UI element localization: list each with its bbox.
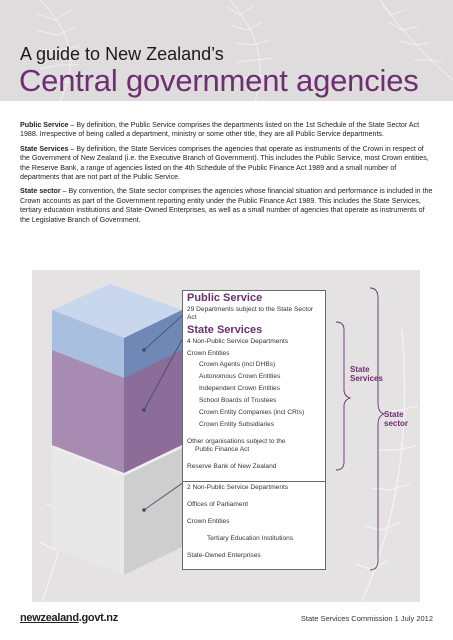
state-sector-bracket-label: [384, 410, 408, 428]
connector-dot: [142, 348, 146, 352]
page-subtitle: A guide to New Zealand’s: [20, 44, 224, 64]
definition-text: – By definition, the State Services comprises the agencies that operate as instruments of the Crown in respect of the Government of New Zealand (i.e. the Executive Branch of Government). This includes the Public Service, most Crown entities, the Reserve Bank, a range of agencies listed on the 4th Schedule of the Public Finance Act 1989 and a small number of departments that are not part of the Public Service.: [20, 144, 429, 182]
page-title: Central government agencies: [19, 63, 419, 98]
state-owned-enterprises: State-Owned Enterprises: [187, 552, 261, 559]
state-sector-bracket: [370, 288, 384, 570]
other-organisations-line2: Public Finance Act: [195, 446, 250, 453]
state-sector-crown-entities: Crown Entities: [187, 518, 230, 525]
connector-dot: [142, 408, 146, 412]
definition-term: State Services: [20, 144, 69, 153]
definition-state-services: [20, 145, 435, 183]
agency-list-card: [182, 290, 326, 570]
state-services-heading: State Services: [187, 324, 263, 336]
definition-term: Public Service: [20, 121, 69, 129]
other-organisations-line1: Other organisations subject to the: [187, 438, 286, 445]
footer-credit: State Services Commission 1 July 2012: [300, 614, 433, 623]
crown-entity-item: Autonomous Crown Entities: [199, 373, 281, 380]
definition-state-sector: [20, 187, 435, 225]
crown-entity-item: Crown Entity Companies (incl CRIs): [199, 409, 305, 416]
crown-entity-item: Crown Agents (incl DHBs): [199, 361, 276, 368]
offices-of-parliament: Offices of Parliament: [187, 501, 249, 508]
logo-main-text: newzealand: [20, 612, 79, 624]
crown-entity-item: Crown Entity Subsidiaries: [199, 421, 275, 428]
tertiary-education-institutions: Tertiary Education Institutions: [207, 535, 294, 542]
definition-term: State sector: [20, 187, 61, 196]
definition-public-service: [20, 121, 435, 140]
state-sector-non-ps-departments: 2 Non-Public Service Departments: [187, 484, 289, 491]
definition-text: – By definition, the Public Service comprises the departments listed on the 1st Schedule of the State Sector Act 1988. Irrespective of being called a department, ministry or some other title, they are all Public Service departments.: [20, 121, 420, 139]
header-banner: [0, 0, 453, 101]
bracket-label-line: State: [350, 365, 370, 374]
bracket-label-line: State: [384, 410, 404, 419]
bracket-label-line: Services: [350, 374, 383, 383]
logo-domain-text: .govt.nz: [78, 612, 118, 624]
crown-entity-item: School Boards of Trustees: [199, 397, 277, 404]
state-services-bracket: [336, 322, 350, 470]
divider: [183, 481, 325, 482]
agency-diagram: [32, 270, 420, 602]
bracket-label-line: sector: [384, 419, 409, 428]
public-service-description: 29 Departments subject to the State Sector Act: [187, 306, 314, 321]
reserve-bank: Reserve Bank of New Zealand: [187, 463, 277, 470]
state-services-bracket-label: [350, 365, 383, 383]
crown-entity-item: Independent Crown Entities: [199, 385, 281, 392]
state-services-non-ps-departments: 4 Non-Public Service Departments: [187, 338, 289, 345]
intro-definitions: [20, 121, 435, 230]
connector-dot: [142, 508, 146, 512]
public-service-heading: Public Service: [187, 292, 263, 304]
state-services-crown-entities: Crown Entities: [187, 350, 230, 357]
definition-text: – By convention, the State sector comprises the agencies whose financial situation and performance is included in the Crown accounts as part of the Government reporting entity under the Public Finance Act 1989. This includes the State Services, tertiary education institutions and State-Owned Enterprises, as well as a small number of agencies that operate as instruments of the Legislative Branch of Government.: [20, 187, 433, 224]
nz-govt-logo[interactable]: [20, 612, 118, 624]
